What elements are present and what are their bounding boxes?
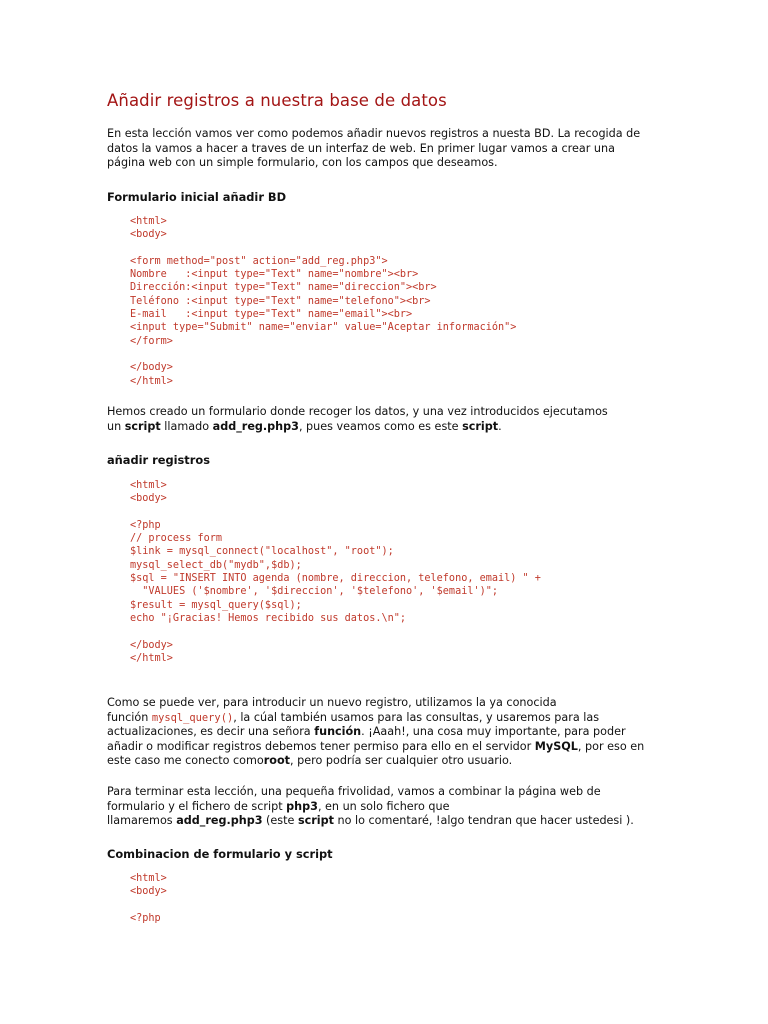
code-line: </body> — [130, 362, 173, 374]
code-line: <html> — [130, 216, 167, 227]
paragraph-para-terminar — [107, 785, 634, 829]
code-line: // process form — [130, 533, 223, 545]
intro-line: datos la vamos a hacer a traves de un interfaz de web. En primer lugar vamos a crear una — [107, 141, 615, 155]
text-run: no lo comentaré, !algo tendran que hacer ustedesi ). — [333, 814, 634, 827]
section-heading-formulario: Formulario inicial añadir BD — [107, 190, 287, 204]
page-title: Añadir registros a nuestra base de datos — [107, 91, 447, 110]
section-heading-anadir-registros: añadir registros — [107, 453, 210, 467]
text-run: (este — [262, 814, 298, 827]
text-run: , pero podría ser cualquier otro usuario. — [290, 754, 513, 767]
text-run: , la cúal también usamos para las consultas, y usaremos para las — [233, 710, 600, 724]
code-line: <body> — [130, 493, 167, 505]
text-run: . — [498, 419, 502, 433]
text-run: , pues veamos como es este — [298, 419, 463, 433]
code-line — [130, 242, 516, 255]
bold-text: función — [314, 725, 362, 738]
code-line: mysql_select_db("mydb",$db); — [130, 559, 302, 571]
text-run: actualizaciones, es decir una señora — [107, 725, 315, 738]
code-block-anadir-registros — [130, 479, 541, 665]
code-line: </form> — [130, 335, 173, 347]
paragraph-como-se-puede-ver — [107, 696, 644, 769]
code-block-formulario — [130, 215, 516, 388]
code-line: echo "¡Gracias! Hemos recibido sus datos.\n"; — [130, 612, 407, 624]
bold-text: add_reg.php3 — [212, 419, 299, 433]
code-line: "VALUES ('$nombre', '$direccion', '$telefono', '$email')"; — [130, 586, 499, 598]
text-run: llamaremos — [107, 814, 177, 827]
inline-code: mysql_query() — [151, 711, 234, 724]
bold-text: script — [462, 419, 499, 433]
code-line: <body> — [130, 886, 167, 898]
section-heading-combinacion: Combinacion de formulario y script — [107, 847, 333, 861]
bold-text: add_reg.php3 — [176, 814, 263, 827]
code-line: <body> — [130, 229, 167, 241]
code-line: <html> — [130, 480, 167, 491]
code-line: </html> — [130, 375, 173, 387]
text-run: , en un solo fichero que — [317, 799, 450, 813]
intro-paragraph — [107, 127, 640, 171]
text-run: este caso me conecto como — [107, 754, 264, 767]
intro-line: En esta lección vamos ver como podemos añadir nuevos registros a nuesta BD. La recogida de — [107, 127, 641, 140]
paragraph-line: Para terminar esta lección, una pequeña frivolidad, vamos a combinar la página web de — [107, 785, 601, 798]
paragraph-formulario-creado — [107, 405, 608, 434]
text-run: función — [107, 710, 152, 724]
code-line: E-mail :<input type="Text" name="email"><br> — [130, 309, 413, 321]
text-run: formulario y el fichero de script — [107, 799, 287, 813]
code-line: </html> — [130, 652, 173, 664]
bold-text: script — [124, 419, 161, 433]
bold-text: script — [297, 814, 334, 827]
code-line: Teléfono :<input type="Text" name="telefono"><br> — [130, 295, 431, 307]
text-run: añadir o modificar registros debemos tener permiso para ello en el servidor — [107, 739, 535, 753]
code-line — [130, 625, 541, 638]
code-line: <?php — [130, 519, 161, 531]
bold-text: root — [263, 754, 291, 767]
code-line: Nombre :<input type="Text" name="nombre"><br> — [130, 269, 419, 281]
text-run: , por eso en — [577, 739, 645, 753]
code-line: <input type="Submit" name="enviar" value="Aceptar información"> — [130, 322, 517, 334]
bold-text: php3 — [286, 799, 318, 813]
code-line — [130, 899, 167, 912]
text-run: un — [107, 419, 125, 433]
intro-line: página web con un simple formulario, con los campos que deseamos. — [107, 156, 498, 169]
text-run: llamado — [160, 419, 213, 433]
code-line: </body> — [130, 639, 173, 651]
code-line — [130, 348, 516, 361]
code-line: $sql = "INSERT INTO agenda (nombre, direccion, telefono, email) " + — [130, 573, 541, 585]
code-line: $link = mysql_connect("localhost", "root"); — [130, 546, 394, 558]
code-line: <form method="post" action="add_reg.php3"> — [130, 255, 388, 267]
paragraph-line: Hemos creado un formulario donde recoger los datos, y una vez introducidos ejecutamos — [107, 405, 608, 418]
code-line: <html> — [130, 873, 167, 884]
code-line: $result = mysql_query($sql); — [130, 599, 302, 611]
code-block-combinacion — [130, 872, 167, 925]
bold-text: MySQL — [534, 739, 578, 753]
text-run: . ¡Aaah!, una cosa muy importante, para poder — [361, 725, 626, 738]
paragraph-line: Como se puede ver, para introducir un nuevo registro, utilizamos la ya conocida — [107, 696, 557, 709]
code-line: <?php — [130, 912, 161, 924]
code-line — [130, 506, 541, 519]
code-line: Dirección:<input type="Text" name="direccion"><br> — [130, 282, 437, 294]
